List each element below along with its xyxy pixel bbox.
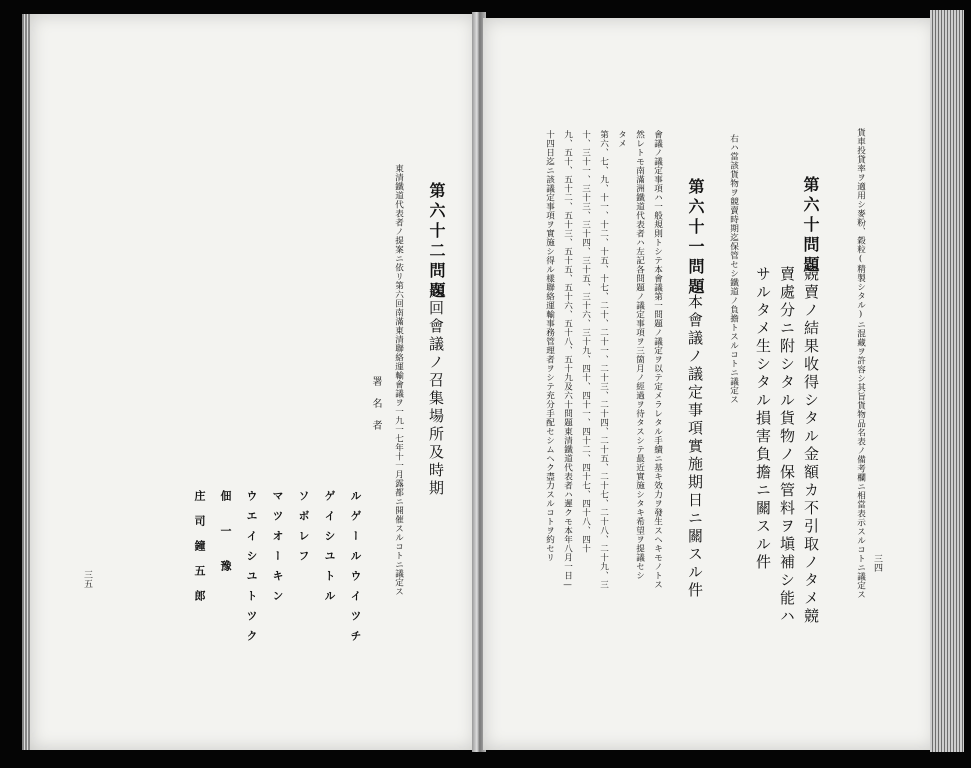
question-60-subject-line-1: 競賣ノ結果收得シタル金額カ不引取ノタメ競 bbox=[802, 266, 820, 626]
question-61-body-line-1: 會議ノ議定事項ハ一般規則トシテ本會議第一問題ノ議定ヲ以テ定メラレタル手續ニ基キ效力ヲ發生スヘキモノトス bbox=[652, 130, 663, 589]
signatory-1: ルゲールウイツチ bbox=[349, 490, 362, 650]
question-60-subject-line-3: サルタメ生シタル損害負擔ニ關スル件 bbox=[754, 266, 772, 572]
question-61-body-line-6: 九、五十、五十二、五十三、五十五、五十六、五十八、五十九及六十問題東清鐵道代表者ハ遲クモ本年八月一日— bbox=[562, 130, 573, 591]
signatory-2: ゲイシユトル bbox=[323, 490, 336, 610]
page-number-right: 三四 bbox=[872, 554, 882, 572]
left-page bbox=[30, 14, 476, 750]
book-edge-right bbox=[930, 10, 964, 752]
question-61-subject: 本會議ノ議定事項實施期日ニ關スル件 bbox=[686, 294, 704, 600]
signatory-3: ソボレフ bbox=[297, 490, 310, 570]
question-61-body-line-2: 然レトモ南滿洲鐵道代表者ハ左記各問題ノ議定事項ヲ三箇月ノ經過ヲ待タスシテ最近實施シタキ希望ヲ提議セシ bbox=[634, 130, 645, 580]
question-61-heading: 第六十一問題 bbox=[686, 178, 705, 298]
signed-label: 署名者 bbox=[370, 376, 381, 442]
question-60-heading: 第六十問題 bbox=[801, 176, 820, 276]
right-page bbox=[483, 18, 936, 750]
question-61-body-line-3: タメ bbox=[616, 130, 627, 148]
question-61-body-line-5: 十、三十一、三十三、三十四、三十五、三十六、三十九、四十、四十一、四十二、四十七、四十八、四十 bbox=[580, 130, 591, 553]
signatory-4: マツオーキン bbox=[271, 490, 284, 610]
signatory-6: 佃一豫 bbox=[219, 490, 232, 595]
question-62-subject: 次回會議ノ召集場所及時期 bbox=[427, 282, 445, 498]
question-60-body: 右ハ當該貨物ヲ競賣時期迄保管セシ鐵道ノ負擔トスルコトニ議定ス bbox=[728, 134, 739, 404]
question-61-body-line-4: 第六、七、九、十一、十二、十五、十七、二十、二十一、二十三、二十四、二十五、二十七、二十八、二十九、三 bbox=[598, 130, 609, 589]
page-number-left: 三五 bbox=[82, 570, 92, 588]
question-62-body: 東清鐵道代表者ノ提案ニ依リ第六回南滿東清聯絡運輸會議ヲ一九一七年十一月露都ニ開催スルコトニ議定ス bbox=[393, 164, 404, 596]
signatory-7: 庄司鐘五郎 bbox=[193, 490, 206, 615]
continued-line: 貨車投貸率ヲ適用シ麥粉、穀粒(精製シタル)ニ混藏ヲ許容シ其旨貨物品名表ノ備考欄ニ相當表示スルコトニ議定ス bbox=[855, 128, 866, 599]
question-62-heading: 第六十二問題 bbox=[427, 182, 446, 302]
signatory-5: ウエイシユトツク bbox=[245, 490, 258, 650]
question-60-subject-line-2: 賣處分ニ附シタル貨物ノ保管料ヲ塡補シ能ハ bbox=[778, 266, 796, 626]
question-61-body-line-7: 十四日迄ニ該議定事項ヲ實施シ得ル樣聯絡運輸事務管理者ヲシテ充分手配セシムヘク盡力スルコトヲ約セリ bbox=[544, 130, 555, 562]
